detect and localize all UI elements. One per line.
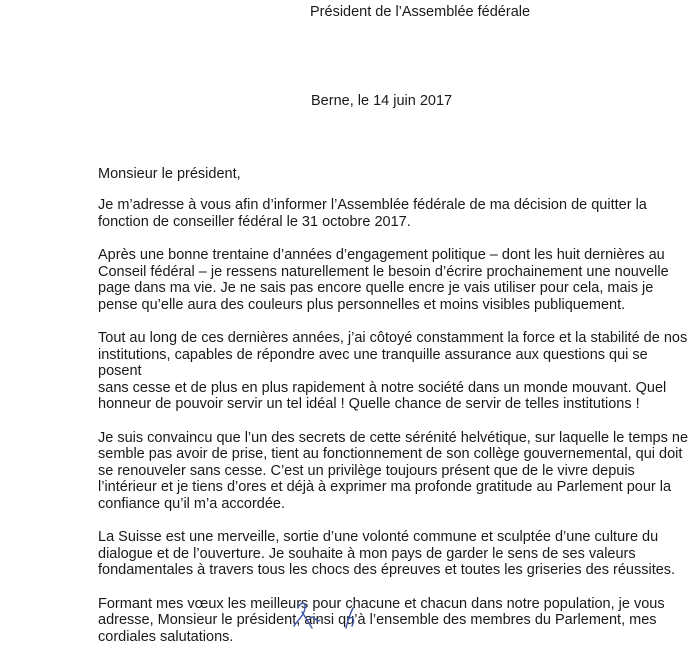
- paragraph-line: Conseil fédéral – je ressens naturellement le besoin d’écrire prochainement une nouvelle: [98, 263, 669, 280]
- paragraph-line: se renouveler sans cesse. C’est un privilège toujours présent que de le vivre depuis: [98, 462, 635, 479]
- paragraph-line: confiance qu’il m’a accordée.: [98, 495, 285, 512]
- recipient-line: Président de l’Assemblée fédérale: [310, 4, 531, 20]
- paragraph-line: La Suisse est une merveille, sortie d’une volonté commune et sculptée d’une culture du: [98, 529, 659, 545]
- paragraph: [98, 330, 688, 413]
- paragraph-line: l’intérieur et je tiens d’ores et déjà à exprimer ma profonde gratitude au Parlement pour la: [98, 479, 672, 495]
- paragraph-line: Formant mes vœux les meilleurs pour chacune et chacun dans notre population, je vous: [98, 595, 665, 612]
- paragraph-line: fonction de conseiller fédéral le 31 octobre 2017.: [98, 213, 411, 230]
- paragraph-line: institutions, capables de répondre avec une tranquille assurance aux questions qui se posent: [98, 346, 648, 379]
- paragraph: [98, 197, 688, 230]
- paragraph-line: Je m’adresse à vous afin d’informer l’Assemblée fédérale de ma décision de quitter la: [98, 197, 647, 213]
- paragraph-line: Tout au long de ces dernières années, j’ai côtoyé constamment la force et la stabilité de nos: [98, 330, 688, 346]
- paragraph: [98, 430, 688, 513]
- paragraph-line: Je suis convaincu que l’un des secrets de cette sérénité helvétique, sur laquelle le temps ne: [98, 429, 689, 446]
- paragraph-line: page dans ma vie. Je ne sais pas encore quelle encre je vais utiliser pour cela, mais je: [98, 280, 654, 296]
- paragraph: [98, 596, 688, 646]
- handwritten-signature: [290, 598, 380, 630]
- place-date: Berne, le 14 juin 2017: [311, 93, 453, 109]
- paragraph-line: Après une bonne trentaine d’années d’engagement politique – dont les huit dernières au: [98, 247, 665, 263]
- salutation: Monsieur le président,: [98, 166, 241, 182]
- paragraph-line: semble pas avoir de prise, tient au fonctionnement de son collège gouvernemental, qui doit: [98, 446, 683, 462]
- paragraph-line: pense qu’elle aura des couleurs plus personnelles et moins visibles publiquement.: [98, 296, 626, 313]
- paragraph-line: sans cesse et de plus en plus rapidement à notre société dans un monde mouvant. Quel: [98, 379, 667, 396]
- paragraph-line: honneur de pouvoir servir un tel idéal ! Quelle chance de servir de telles institutions !: [98, 396, 640, 412]
- paragraph-line: fondamentales à travers tous les chocs des épreuves et toutes les griseries des réussites.: [98, 562, 676, 578]
- paragraph: [98, 529, 688, 579]
- paragraph: [98, 247, 688, 313]
- paragraph-line: dialogue et de l’ouverture. Je souhaite à mon pays de garder le sens de ses valeurs: [98, 545, 636, 562]
- paragraph-line: cordiales salutations.: [98, 628, 234, 645]
- letter-body: [98, 197, 688, 662]
- paragraph-line: adresse, Monsieur le président, ainsi qu’à l’ensemble des membres du Parlement, mes: [98, 612, 657, 628]
